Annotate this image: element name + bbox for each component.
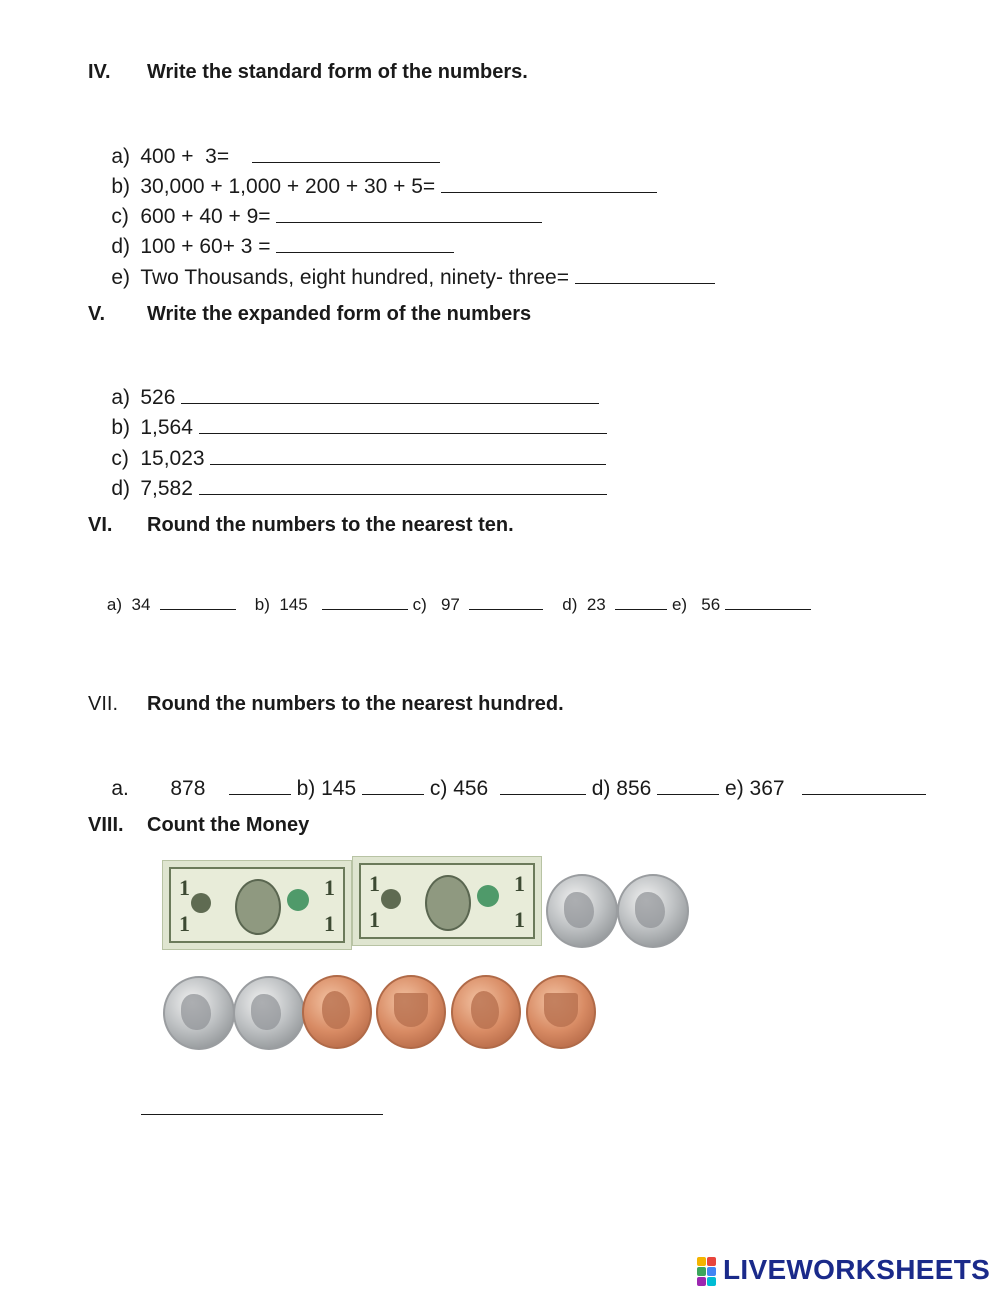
item-text: 56 [701, 595, 721, 614]
item-text: 23 [586, 595, 606, 614]
item-label: a) [106, 595, 123, 614]
section-number: VIII. [88, 814, 124, 836]
item-text: 145 [321, 777, 357, 800]
item-text: 1,564 [140, 416, 199, 439]
item-label: d) [111, 235, 131, 258]
answer-blank[interactable] [322, 594, 408, 610]
washington-portrait-icon [425, 875, 471, 931]
answer-blank[interactable] [615, 594, 667, 610]
item-text: 7,582 [140, 477, 199, 500]
item-label: a. [111, 777, 129, 800]
question-vi-row [88, 574, 811, 635]
item-label: a) [111, 145, 131, 168]
item-text: 15,023 [140, 447, 211, 470]
answer-blank[interactable] [802, 776, 926, 795]
item-label: d) [562, 595, 578, 614]
quarter-coin-icon [163, 976, 235, 1050]
one-dollar-bill: 1 1 1 1 [352, 856, 542, 946]
item-label: c) [111, 447, 129, 470]
item-label: b) [254, 595, 270, 614]
item-label: a) [111, 386, 131, 409]
answer-blank[interactable] [229, 776, 291, 795]
penny-coin-icon [302, 975, 372, 1049]
item-text: 600 + 40 + 9= [140, 205, 277, 228]
answer-blank[interactable] [657, 776, 719, 795]
section-number: VI. [88, 514, 113, 536]
answer-blank[interactable] [500, 776, 586, 795]
penny-coin-icon [376, 975, 446, 1049]
item-label: e) [111, 266, 131, 289]
answer-blank[interactable] [362, 776, 424, 795]
item-label: c) [429, 777, 448, 800]
answer-blank[interactable] [725, 594, 811, 610]
answer-blank[interactable] [199, 476, 607, 495]
item-label: c) [412, 595, 427, 614]
section-title: Write the standard form of the numbers. [147, 61, 528, 83]
item-text: 526 [140, 386, 182, 409]
section-title: Count the Money [147, 814, 310, 836]
item-text: 878 [170, 777, 206, 800]
item-label: e) [671, 595, 688, 614]
section-title: Write the expanded form of the numbers [147, 303, 532, 325]
item-label: e) [725, 777, 744, 800]
washington-portrait-icon [235, 879, 281, 935]
section-number: VII. [88, 693, 119, 715]
quarter-coin-icon [617, 874, 689, 948]
item-label: b) [296, 777, 316, 800]
section-title: Round the numbers to the nearest ten. [147, 514, 514, 536]
quarter-coin-icon [546, 874, 618, 948]
item-text: 400 + 3= [140, 145, 253, 168]
penny-coin-icon [451, 975, 521, 1049]
answer-blank[interactable] [160, 594, 236, 610]
item-label: d) [111, 477, 131, 500]
item-label: c) [111, 205, 129, 228]
penny-coin-icon [526, 975, 596, 1049]
item-text: 100 + 60+ 3 = [140, 235, 277, 258]
liveworksheets-brand: LIVEWORKSHEETS [723, 1254, 991, 1285]
quarter-coin-icon [233, 976, 305, 1050]
item-text: 145 [279, 595, 308, 614]
item-label: b) [111, 175, 131, 198]
item-text: 34 [131, 595, 151, 614]
one-dollar-bill: 1 1 1 1 [162, 860, 352, 950]
item-text: 367 [749, 777, 785, 800]
item-text: Two Thousands, eight hundred, ninety- three= [140, 266, 575, 289]
item-text: 456 [453, 777, 489, 800]
item-label: b) [111, 416, 131, 439]
item-label: d) [591, 777, 611, 800]
answer-blank[interactable] [575, 265, 715, 284]
item-text: 856 [616, 777, 652, 800]
section-title: Round the numbers to the nearest hundred. [147, 693, 564, 715]
money-answer-blank[interactable] [141, 1096, 383, 1115]
section-number: IV. [88, 61, 111, 83]
section-number: V. [88, 303, 106, 325]
item-text: 97 [440, 595, 460, 614]
answer-blank[interactable] [469, 594, 543, 610]
item-text: 30,000 + 1,000 + 200 + 30 + 5= [140, 175, 442, 198]
